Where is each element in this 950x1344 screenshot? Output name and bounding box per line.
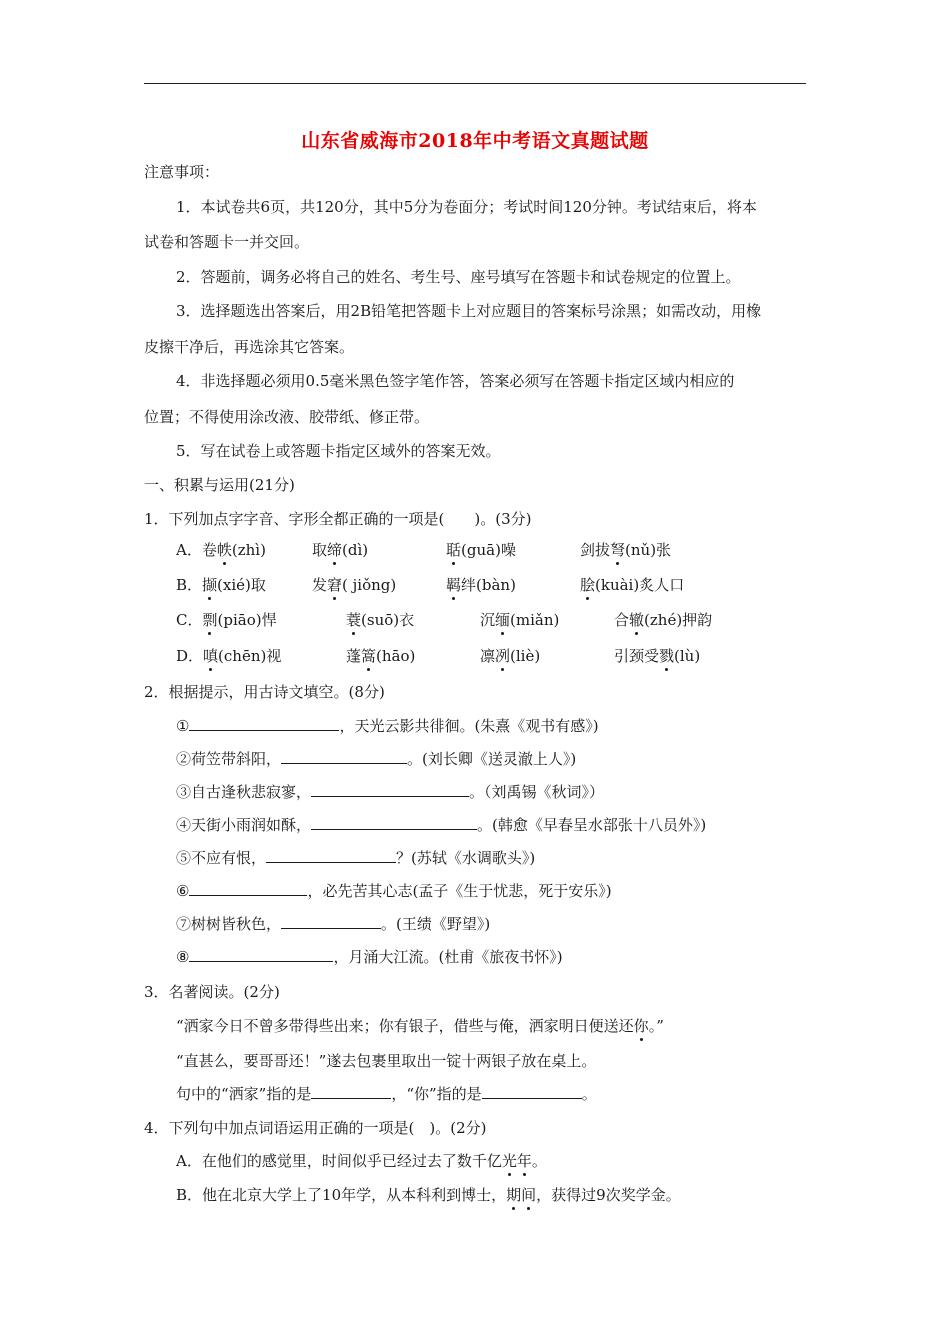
q1-option-a2: 取缔(dì)	[312, 541, 369, 559]
top-rule	[144, 83, 806, 84]
q1-option-b3: 羁绊(bàn)	[446, 576, 516, 594]
q2-stem: 2．根据提示，用古诗文填空。(8分)	[144, 683, 385, 701]
dotted-char: 撷	[202, 576, 218, 594]
note-4b: 位置；不得使用涂改液、胶带纸、修正带。	[144, 408, 430, 426]
q1-option-d1: D．嗔(chēn)视	[176, 647, 282, 665]
q1-option-a1: A．卷帙(zhì)	[176, 541, 266, 559]
note-4a: 4．非选择题必须用0.5毫米黑色签字笔作答，答案必须写在答题卡指定区域内相应的	[176, 372, 735, 390]
q1-option-c1: C．剽(piāo)悍	[176, 611, 277, 629]
q2-item-5: ⑤不应有恨， ？(苏轼《水调歌头》)	[176, 849, 536, 867]
q1-option-c4: 合辙(zhé)押韵	[614, 611, 713, 629]
dotted-char: 你	[633, 1017, 649, 1035]
answer-blank	[311, 782, 469, 797]
note-3a: 3．选择题选出答案后，用2B铅笔把答题卡上对应题目的答案标号涂黑；如需改动，用橡	[176, 302, 762, 320]
answer-blank	[189, 947, 333, 962]
dotted-char: 冽	[495, 647, 511, 665]
dotted-char: 聒	[446, 541, 462, 559]
q1-option-d4: 引颈受戮(lù)	[614, 647, 701, 665]
dotted-char: 缅	[495, 611, 511, 629]
dotted-char: 剽	[202, 611, 218, 629]
answer-blank	[266, 848, 396, 863]
dotted-char: 年	[516, 1152, 532, 1170]
q2-item-4: ④天街小雨润如酥， 。(韩愈《早春呈水部张十八员外》)	[176, 816, 707, 834]
q1-option-a3: 聒(guā)噪	[446, 541, 516, 559]
q1-option-d2: 蓬篙(hāo)	[346, 647, 416, 665]
dotted-char: 帙	[216, 541, 232, 559]
page-title: 山东省威海市2018年中考语文真题试题	[301, 130, 649, 152]
dotted-char: 羁	[446, 576, 462, 594]
dotted-char: 蓑	[346, 611, 362, 629]
note-3b: 皮擦干净后，再选涂其它答案。	[144, 338, 355, 356]
q2-item-3: ③自古逢秋悲寂寥， 。（刘禹锡《秋词》）	[176, 783, 605, 801]
q2-item-6: ⑥ ，必先苦其心志(孟子《生于忧悲，死于安乐》)	[176, 882, 612, 900]
answer-blank	[281, 749, 407, 764]
q1-option-b2: 发窘( jiǒng)	[312, 576, 397, 594]
q1-option-b1: B．撷(xié)取	[176, 576, 266, 594]
dotted-char: 嗔	[203, 647, 219, 665]
dotted-char: 缔	[327, 541, 343, 559]
q4-option-a: A．在他们的感觉里，时间似乎已经过去了数千亿光年。	[176, 1152, 547, 1170]
q3-quote-2: “直甚么，要哥哥还！”遂去包裹里取出一锭十两银子放在桌上。	[176, 1052, 597, 1070]
answer-blank	[482, 1084, 582, 1099]
dotted-char: 光	[501, 1152, 517, 1170]
q2-item-2: ②荷笠带斜阳， 。(刘长卿《送灵澈上人》)	[176, 750, 577, 768]
q4-option-b: B．他在北京大学上了10年学，从本科利到博士，期间，获得过9次奖学金。	[176, 1186, 681, 1204]
answer-blank	[311, 1084, 391, 1099]
q4-stem: 4．下列句中加点词语运用正确的一项是( )。(2分)	[144, 1119, 487, 1137]
dotted-char: 戮	[659, 647, 675, 665]
section-heading: 一、积累与运用(21分)	[144, 476, 295, 494]
q2-item-7: ⑦树树皆秋色， 。(王绩《野望》)	[176, 915, 491, 933]
q1-option-d3: 凛冽(liè)	[480, 647, 541, 665]
dotted-char: 篙	[361, 647, 377, 665]
note-1a: 1．本试卷共6页，共120分，其中5分为卷面分；考试时间120分钟。考试结束后，将本	[176, 198, 757, 216]
q1-option-c2: 蓑(suō)衣	[346, 611, 415, 629]
answer-blank	[189, 716, 339, 731]
notes-heading: 注意事项：	[144, 163, 220, 181]
answer-blank	[189, 881, 307, 896]
dotted-char: 辙	[629, 611, 645, 629]
answer-blank	[311, 815, 477, 830]
q3-quote-1: “洒家今日不曾多带得些出来；你有银子，借些与俺，洒家明日便送还你。”	[176, 1017, 664, 1035]
q3-stem: 3．名著阅读。(2分)	[144, 983, 280, 1001]
answer-blank	[281, 914, 381, 929]
q2-item-8: ⑧ ，月涌大江流。(杜甫《旅夜书怀》)	[176, 948, 563, 966]
note-5: 5．写在试卷上或答题卡指定区域外的答案无效。	[176, 442, 501, 460]
dotted-char: 窘	[327, 576, 343, 594]
q1-option-b4: 脍(kuài)炙人口	[580, 576, 685, 594]
dotted-char: 脍	[580, 576, 596, 594]
q2-item-1: ① ，天光云影共徘徊。(朱熹《观书有感》)	[176, 717, 599, 735]
q3-fill-line: 句中的“洒家”指的是 ，“你”指的是 。	[176, 1085, 597, 1103]
dotted-char: 弩	[610, 541, 626, 559]
note-2: 2．答题前，调务必将自己的姓名、考生号、座号填写在答题卡和试卷规定的位置上。	[176, 268, 741, 286]
dotted-char: 间	[521, 1186, 537, 1204]
q1-stem: 1．下列加点字字音、字形全都正确的一项是( )。(3分)	[144, 510, 532, 528]
note-1b: 试卷和答题卡一并交回。	[144, 233, 310, 251]
q1-option-c3: 沉缅(miǎn)	[480, 611, 560, 629]
dotted-char: 期	[506, 1186, 522, 1204]
q1-option-a4: 剑拔弩(nǔ)张	[580, 541, 672, 559]
